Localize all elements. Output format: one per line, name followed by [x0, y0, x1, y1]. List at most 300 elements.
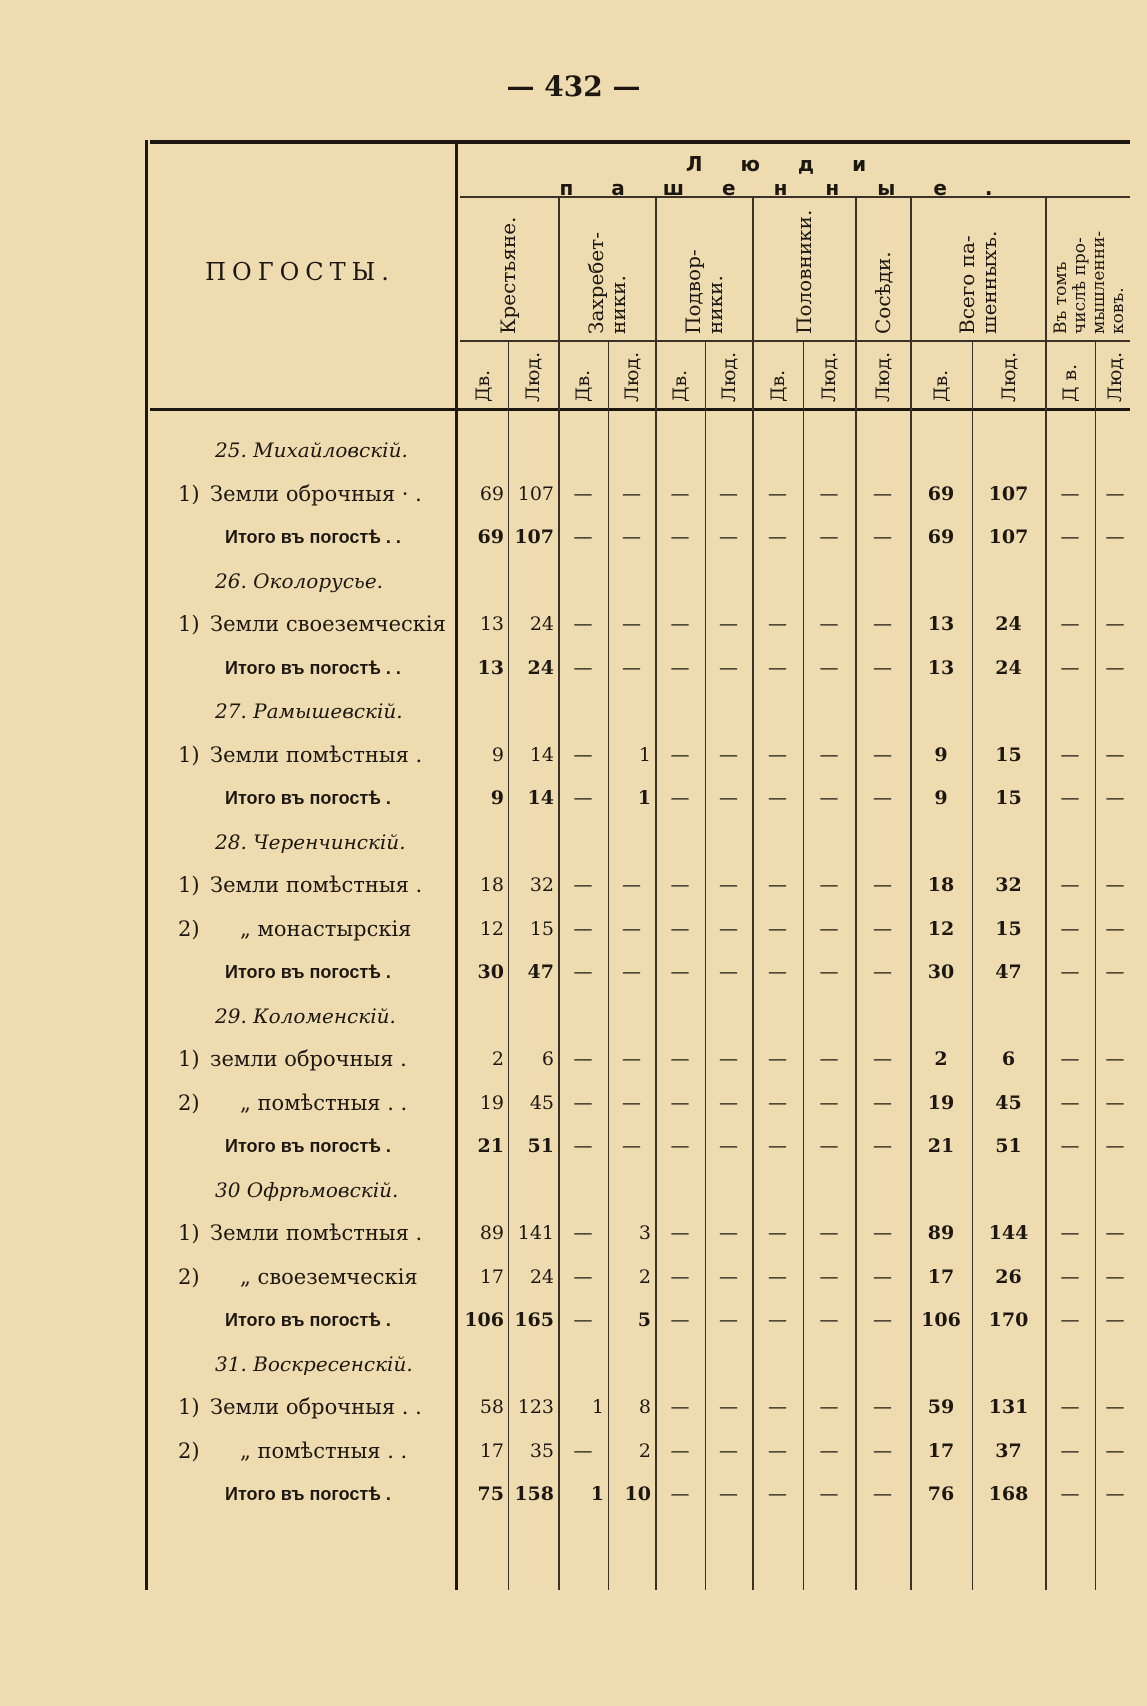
item-number: 2) [178, 1438, 200, 1463]
table-cell: — [768, 526, 787, 548]
table-cell: 19 [479, 1091, 504, 1114]
table-cell: 107 [988, 482, 1029, 505]
table-cell: — [573, 787, 593, 809]
total-row [0, 1474, 1147, 1514]
table-cell: — [873, 656, 892, 679]
table-cell: — [573, 1222, 593, 1244]
table-row [0, 474, 1147, 514]
table-cell: — [768, 1222, 787, 1244]
table-cell: — [768, 874, 787, 896]
table-cell: — [819, 613, 839, 635]
table-row [0, 1387, 1147, 1427]
table-cell: 24 [995, 656, 1022, 679]
table-cell: — [819, 656, 839, 679]
table-cell: 37 [995, 1439, 1022, 1462]
section-row [0, 691, 1147, 731]
table-cell: — [873, 1439, 892, 1462]
section-title: 28. Черенчинскій. [215, 829, 406, 854]
table-cell: 24 [995, 613, 1022, 635]
table-cell: — [1060, 1048, 1080, 1070]
group-header: Въ томъ числѣ про- мышленни- ковъ. [1051, 230, 1128, 334]
table-cell: — [819, 1439, 839, 1462]
table-cell: 1 [638, 743, 651, 766]
table-cell: 21 [477, 1135, 504, 1157]
table-cell: — [819, 787, 839, 809]
table-cell: 14 [529, 743, 554, 766]
table-cell: 13 [927, 656, 955, 679]
table-cell: — [573, 874, 593, 896]
table-row [0, 1039, 1147, 1079]
table-cell: 15 [995, 787, 1022, 809]
table-cell: 13 [927, 613, 955, 635]
table-cell: — [1105, 1396, 1125, 1418]
item-label: Земли помѣстныя . [210, 1221, 423, 1245]
table-cell: — [719, 874, 738, 896]
table-cell: — [719, 482, 738, 505]
table-cell: 165 [514, 1309, 554, 1331]
table-cell: 106 [921, 1309, 961, 1331]
subcolumn-header: Люд. [717, 351, 740, 402]
table-cell: 18 [479, 874, 504, 896]
table-cell: 2 [491, 1048, 504, 1070]
table-cell: 12 [927, 917, 955, 940]
table-cell: — [768, 787, 787, 809]
table-cell: — [719, 613, 738, 635]
item-label: „ помѣстныя . . [240, 1438, 408, 1463]
item-number: 2) [178, 916, 200, 941]
section-title: 26. Околорусье. [215, 568, 384, 593]
table-cell: 89 [927, 1222, 955, 1244]
table-cell: — [768, 1265, 787, 1288]
table-cell: 14 [527, 787, 554, 809]
table-cell: 24 [529, 613, 554, 635]
table-cell: 131 [988, 1396, 1029, 1418]
table-cell: — [768, 1135, 787, 1157]
table-cell: — [768, 482, 787, 505]
total-label: Итого въ погостѣ . . [225, 657, 401, 678]
table-cell: 15 [995, 917, 1022, 940]
item-number: 2) [178, 1264, 200, 1289]
table-cell: 8 [638, 1396, 651, 1418]
subcolumn-header: Люд. [620, 351, 643, 402]
table-cell: — [1105, 961, 1125, 983]
table-cell: — [670, 1439, 690, 1462]
table-cell: — [819, 1091, 839, 1114]
table-cell: 17 [927, 1439, 955, 1462]
section-title: 31. Воскресенскій. [215, 1351, 413, 1376]
table-cell: — [819, 1265, 839, 1288]
item-label: „ монастырскія [240, 916, 412, 941]
table-cell: — [873, 1222, 892, 1244]
item-label: Земли своеземческія [210, 612, 446, 636]
table-cell: 19 [927, 1091, 955, 1114]
table-cell: — [670, 1396, 690, 1418]
table-cell: — [670, 1048, 690, 1070]
table-cell: 69 [927, 526, 955, 548]
subcolumn-header: Люд. [871, 351, 894, 402]
section-row [0, 1344, 1147, 1384]
table-cell: — [622, 917, 641, 940]
table-cell: — [1060, 1396, 1080, 1418]
table-cell: 47 [995, 961, 1022, 983]
table-cell: — [573, 1048, 593, 1070]
table-cell: — [768, 1091, 787, 1114]
table-cell: — [670, 1091, 690, 1114]
table-cell: — [622, 1048, 641, 1070]
total-row [0, 648, 1147, 688]
table-cell: — [719, 1222, 738, 1244]
table-cell: — [1060, 482, 1080, 505]
table-cell: — [768, 917, 787, 940]
table-cell: — [573, 482, 593, 505]
table-cell: — [719, 1483, 738, 1505]
table-cell: — [1105, 1265, 1125, 1288]
table-cell: 45 [995, 1091, 1022, 1114]
table-cell: 32 [995, 874, 1022, 896]
table-cell: — [719, 1439, 738, 1462]
table-cell: — [622, 482, 641, 505]
table-cell: 18 [927, 874, 955, 896]
group-header: Захребет- ники. [583, 231, 630, 334]
table-cell: — [719, 1048, 738, 1070]
table-row [0, 865, 1147, 905]
total-label: Итого въ погостѣ . [225, 1136, 391, 1156]
table-cell: 69 [927, 482, 955, 505]
table-row [0, 1213, 1147, 1253]
table-cell: — [670, 656, 690, 679]
table-cell: — [819, 1222, 839, 1244]
table-cell: — [1105, 1091, 1125, 1114]
table-cell: — [768, 613, 787, 635]
section-title: 27. Рамышевскій. [215, 699, 403, 723]
table-row [0, 1431, 1147, 1471]
table-cell: — [873, 743, 892, 766]
table-cell: — [819, 1396, 839, 1418]
group-header: Крестьяне. [496, 216, 520, 334]
table-cell: 59 [927, 1396, 955, 1418]
table-cell: — [622, 1135, 641, 1157]
total-label: Итого въ погостѣ . [225, 1484, 391, 1504]
total-row [0, 778, 1147, 818]
table-row [0, 604, 1147, 644]
table-cell: 21 [927, 1135, 955, 1157]
total-row [0, 1300, 1147, 1340]
table-cell: — [1060, 1135, 1080, 1157]
table-cell: 32 [529, 874, 554, 896]
table-cell: — [1105, 917, 1125, 940]
table-cell: 6 [1001, 1048, 1016, 1070]
table-cell: 2 [934, 1048, 948, 1070]
table-cell: — [1060, 874, 1080, 896]
subcolumn-header: Люд. [522, 351, 544, 402]
table-cell: — [670, 1222, 690, 1244]
item-label: Земли помѣстныя . [210, 873, 423, 897]
table-cell: — [1105, 1222, 1125, 1244]
table-cell: — [1060, 1309, 1080, 1331]
table-cell: — [1060, 1483, 1080, 1505]
table-cell: — [1060, 1265, 1080, 1288]
section-row [0, 996, 1147, 1036]
table-cell: — [573, 961, 593, 983]
item-label: Земли оброчныя . . [210, 1395, 422, 1419]
table-row [0, 1257, 1147, 1297]
table-cell: — [622, 656, 641, 679]
total-row [0, 952, 1147, 992]
table-cell: — [819, 1135, 839, 1157]
table-cell: 51 [527, 1135, 554, 1157]
table-cell: — [1105, 1439, 1125, 1462]
subcolumn-header: Дв. [930, 369, 952, 402]
table-cell: 1 [590, 1483, 604, 1505]
table-cell: 58 [479, 1396, 504, 1418]
table-cell: 47 [527, 961, 554, 983]
table-cell: 12 [479, 917, 504, 940]
table-cell: 1 [637, 787, 651, 809]
table-cell: 2 [638, 1439, 651, 1462]
table-cell: — [622, 874, 641, 896]
table-cell: 51 [995, 1135, 1022, 1157]
section-title: 29. Коломенскій. [215, 1003, 396, 1028]
item-label: земли оброчныя . [210, 1047, 407, 1071]
table-cell: — [573, 613, 593, 635]
table-cell: — [670, 961, 690, 983]
table-cell: — [1060, 787, 1080, 809]
table-cell: — [819, 482, 839, 505]
table-cell: — [573, 1439, 593, 1462]
table-cell: — [1105, 874, 1125, 896]
table-cell: — [573, 526, 593, 548]
table-cell: — [670, 743, 690, 766]
table-cell: 17 [479, 1439, 504, 1462]
table-cell: — [768, 743, 787, 766]
table-cell: — [1105, 787, 1125, 809]
table-cell: — [1060, 656, 1080, 679]
table-cell: — [573, 1091, 593, 1114]
table-cell: — [719, 917, 738, 940]
table-cell: — [873, 1483, 892, 1505]
table-cell: — [1060, 1439, 1080, 1462]
table-cell: — [873, 1309, 892, 1331]
table-cell: — [719, 1135, 738, 1157]
item-number: 2) [178, 1090, 200, 1115]
group-header: Половники. [791, 209, 816, 334]
table-cell: — [573, 743, 593, 766]
table-cell: — [670, 874, 690, 896]
table-row [0, 1083, 1147, 1123]
table-cell: — [622, 526, 641, 548]
table-cell: — [768, 1483, 787, 1505]
total-label: Итого въ погостѣ . [225, 788, 391, 808]
subcolumn-header: Люд. [997, 351, 1020, 402]
table-cell: 158 [514, 1483, 554, 1505]
item-label: „ своеземческія [240, 1264, 418, 1289]
section-row [0, 561, 1147, 601]
group-rule [460, 340, 1130, 342]
section-row [0, 822, 1147, 862]
table-cell: — [1105, 1483, 1125, 1505]
header-banner: Люди пашенные. [559, 152, 1031, 200]
table-cell: — [1060, 917, 1080, 940]
total-label: Итого въ погостѣ . [225, 962, 391, 982]
table-cell: 69 [477, 526, 504, 548]
item-number: 1) [178, 1047, 200, 1071]
item-number: 1) [178, 1395, 200, 1419]
table-cell: — [819, 1483, 839, 1505]
header-bottom-rule [150, 408, 1130, 411]
item-label: Земли оброчныя · . [210, 481, 422, 506]
table-cell: — [719, 961, 738, 983]
table-cell: 35 [529, 1439, 554, 1462]
section-row [0, 1170, 1147, 1210]
total-label: Итого въ погостѣ . [225, 1310, 391, 1330]
table-cell: — [768, 1396, 787, 1418]
table-cell: 15 [529, 917, 554, 940]
table-cell: — [1060, 1222, 1080, 1244]
table-cell: 1 [591, 1396, 604, 1418]
table-cell: — [1060, 961, 1080, 983]
table-cell: 107 [514, 526, 554, 548]
table-cell: — [1060, 743, 1080, 766]
table-cell: — [873, 613, 892, 635]
table-cell: — [573, 1135, 593, 1157]
subcolumn-header: Люд. [818, 351, 840, 402]
table-cell: 141 [517, 1222, 554, 1244]
group-header: Всего па- шенныхъ. [954, 230, 1001, 334]
table-cell: — [719, 1265, 738, 1288]
section-title: 25. Михайловскій. [215, 438, 408, 462]
table-cell: — [768, 1439, 787, 1462]
table-cell: 9 [490, 787, 504, 809]
table-cell: — [768, 1048, 787, 1070]
table-cell: — [573, 656, 593, 679]
table-cell: 26 [995, 1265, 1022, 1288]
table-cell: 168 [988, 1483, 1029, 1505]
section-row [0, 430, 1147, 470]
table-cell: — [573, 917, 593, 940]
table-cell: — [622, 613, 641, 635]
table-cell: 170 [988, 1309, 1029, 1331]
table-cell: — [873, 482, 892, 505]
table-cell: — [719, 656, 738, 679]
item-label: „ помѣстныя . . [240, 1090, 408, 1115]
table-cell: — [873, 1396, 892, 1418]
subcolumn-header: Дв. [572, 369, 594, 402]
section-title: 30 Офрѣмовскій. [215, 1177, 399, 1202]
table-cell: — [622, 961, 641, 983]
table-cell: 5 [637, 1309, 651, 1331]
table-cell: 107 [988, 526, 1029, 548]
table-cell: 89 [479, 1222, 504, 1244]
table-cell: — [768, 656, 787, 679]
table-cell: — [622, 1091, 641, 1114]
table-cell: — [768, 961, 787, 983]
table-cell: 9 [934, 787, 948, 809]
table-cell: — [1105, 1048, 1125, 1070]
table-cell: — [873, 1091, 892, 1114]
table-cell: — [819, 961, 839, 983]
table-cell: — [873, 1048, 892, 1070]
table-cell: 144 [988, 1222, 1029, 1244]
subcolumn-header: Дв. [472, 369, 494, 402]
table-cell: — [670, 1309, 690, 1331]
table-cell: 69 [479, 482, 504, 505]
table-cell: — [873, 917, 892, 940]
table-cell: 76 [927, 1483, 955, 1505]
table-cell: 106 [464, 1309, 504, 1331]
table-cell: — [819, 874, 839, 896]
item-number: 1) [178, 873, 200, 897]
table-cell: — [873, 874, 892, 896]
table-cell: — [670, 1483, 690, 1505]
subcolumn-header: Д в. [1059, 363, 1081, 402]
page-number: — 432 — [506, 70, 641, 103]
table-cell: — [573, 1265, 593, 1288]
table-cell: — [670, 526, 690, 548]
total-row [0, 1126, 1147, 1166]
subcolumn-header: Люд. [1104, 351, 1126, 402]
table-cell: 17 [479, 1265, 504, 1288]
table-cell: — [670, 917, 690, 940]
table-top-rule [150, 140, 1130, 144]
item-number: 1) [178, 612, 200, 636]
table-cell: 107 [517, 482, 554, 505]
subcolumn-header: Дв. [766, 369, 789, 402]
table-cell: — [873, 526, 892, 548]
table-cell: — [819, 917, 839, 940]
table-cell: — [719, 743, 738, 766]
table-cell: 13 [477, 656, 504, 679]
table-cell: — [819, 743, 839, 766]
table-cell: — [819, 1309, 839, 1331]
table-cell: — [873, 1265, 892, 1288]
table-cell: — [719, 1396, 738, 1418]
table-cell: — [670, 482, 690, 505]
table-cell: 13 [479, 613, 504, 635]
item-number: 1) [178, 481, 200, 506]
table-cell: — [873, 961, 892, 983]
rows-title: ПОГОСТЫ. [205, 258, 395, 286]
table-cell: — [670, 613, 690, 635]
table-cell: 30 [477, 961, 504, 983]
table-cell: 15 [995, 743, 1022, 766]
table-cell: — [1105, 482, 1125, 505]
table-row [0, 735, 1147, 775]
table-cell: — [819, 526, 839, 548]
item-label: Земли помѣстныя . [210, 742, 423, 767]
subcolumn-header: Дв. [669, 369, 691, 402]
table-cell: 123 [517, 1396, 554, 1418]
table-cell: — [719, 1091, 738, 1114]
table-cell: 2 [638, 1265, 651, 1288]
table-cell: 45 [529, 1091, 554, 1114]
table-cell: 30 [927, 961, 955, 983]
table-cell: — [719, 526, 738, 548]
total-label: Итого въ погостѣ . . [225, 527, 401, 547]
group-header: Сосѣди. [870, 251, 895, 334]
table-cell: — [1105, 613, 1125, 635]
table-cell: — [873, 1135, 892, 1157]
table-cell: 24 [527, 656, 554, 679]
table-row [0, 909, 1147, 949]
table-cell: — [719, 1309, 738, 1331]
table-cell: — [670, 1265, 690, 1288]
item-number: 1) [178, 742, 200, 767]
group-header: Подвор- ники. [680, 249, 727, 334]
item-number: 1) [178, 1221, 200, 1245]
table-cell: 10 [624, 1483, 651, 1505]
table-cell: — [1105, 656, 1125, 679]
table-cell: 24 [529, 1265, 554, 1288]
